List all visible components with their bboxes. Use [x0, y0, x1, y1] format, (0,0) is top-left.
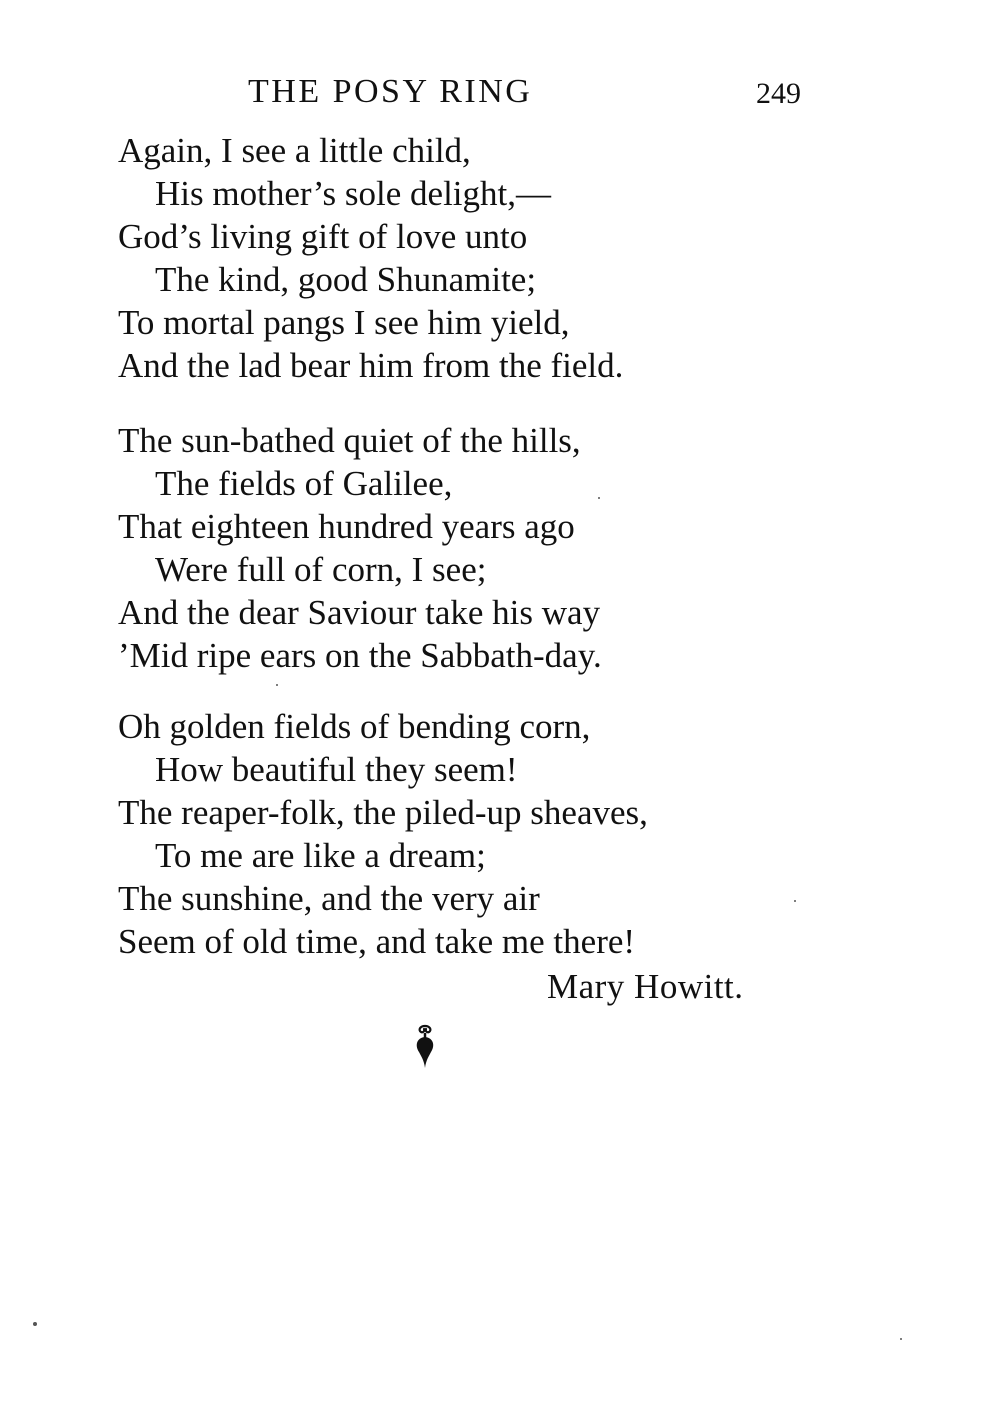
poem-line: The sun-bathed quiet of the hills, — [118, 421, 581, 460]
print-speck — [598, 497, 600, 499]
poem-line: And the lad bear him from the field. — [118, 346, 624, 385]
poem-line: Seem of old time, and take me there! — [118, 922, 636, 961]
print-speck — [33, 1322, 37, 1326]
poem-line: Were full of corn, I see; — [155, 550, 487, 589]
print-speck — [794, 900, 796, 902]
author-attribution: Mary Howitt. — [547, 967, 744, 1006]
poem-line: The reaper-folk, the piled-up sheaves, — [118, 793, 648, 832]
poem-line: ’Mid ripe ears on the Sabbath-day. — [118, 636, 602, 675]
poem-line: The fields of Galilee, — [155, 464, 453, 503]
running-header-title: THE POSY RING — [248, 73, 533, 110]
leaf-ornament-icon — [410, 1024, 440, 1070]
poem-line: His mother’s sole delight,— — [155, 174, 551, 213]
poem-line: To me are like a dream; — [155, 836, 486, 875]
page-number: 249 — [756, 77, 801, 110]
print-speck — [276, 684, 278, 686]
poem-line: How beautiful they seem! — [155, 750, 518, 789]
stanza-1 — [118, 129, 623, 387]
poem-line: The kind, good Shunamite; — [155, 260, 537, 299]
print-speck — [900, 1338, 902, 1340]
stanza-2 — [118, 419, 602, 677]
poem-line: God’s living gift of love unto — [118, 217, 528, 256]
poem-line: And the dear Saviour take his way — [118, 593, 601, 632]
poem-line: That eighteen hundred years ago — [118, 507, 575, 546]
poem-line: To mortal pangs I see him yield, — [118, 303, 570, 342]
poem-line: Oh golden fields of bending corn, — [118, 707, 591, 746]
poem-line: The sunshine, and the very air — [118, 879, 540, 918]
poem-line: Again, I see a little child, — [118, 131, 471, 170]
stanza-3 — [118, 705, 648, 963]
